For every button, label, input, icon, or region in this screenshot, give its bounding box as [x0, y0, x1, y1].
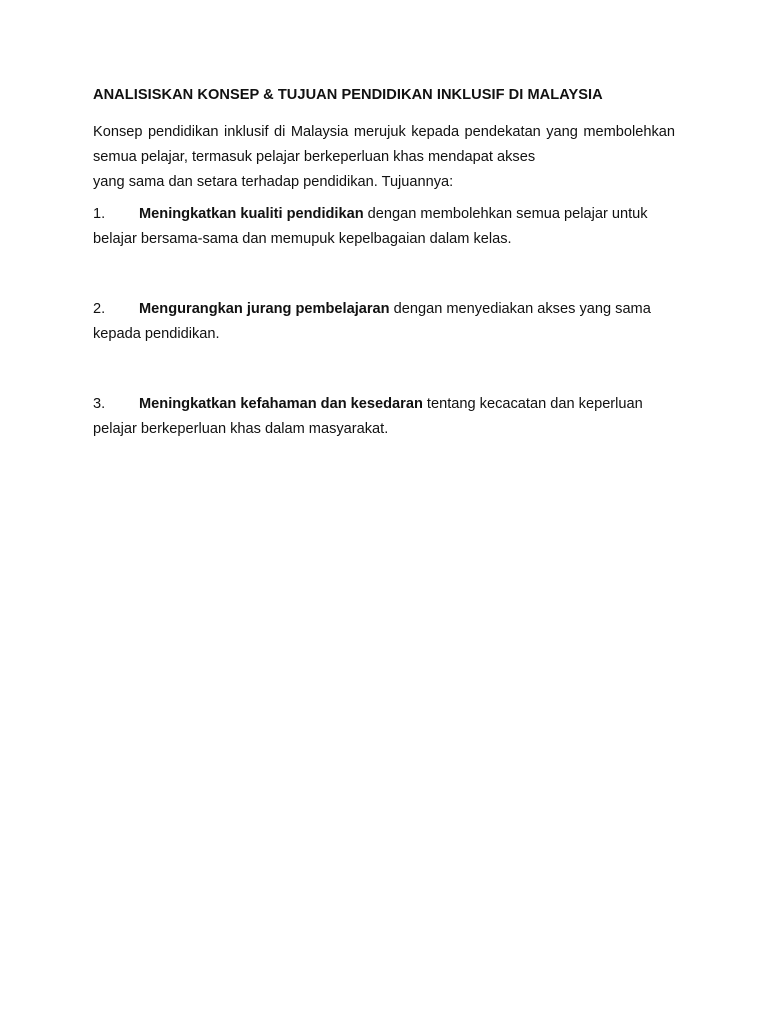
list-item	[93, 202, 675, 252]
list-item-text: dengan membolehkan semua pelajar untuk	[363, 206, 648, 222]
intro-line-1: Konsep pendidikan inklusif di Malaysia merujuk kepada pendekatan yang membolehkan semua pelajar, termasuk pelajar berkeperluan khas mendapat akses	[93, 124, 675, 165]
list-item-number: 2.	[93, 301, 106, 317]
list-item-heading: Mengurangkan jurang pembelajaran	[139, 301, 390, 317]
document-title: ANALISISKAN KONSEP & TUJUAN PENDIDIKAN INKLUSIF DI MALAYSIA	[93, 87, 603, 103]
list-item-text: tentang kecacatan dan keperluan	[422, 396, 643, 412]
list-item-heading: Meningkatkan kefahaman dan kesedaran	[139, 396, 423, 412]
intro-paragraph	[93, 120, 675, 195]
intro-line-2: yang sama dan setara terhadap pendidikan. Tujuannya:	[93, 174, 454, 190]
list-item-number: 3.	[93, 396, 106, 412]
list-item	[93, 392, 675, 442]
list-item-continuation: belajar bersama-sama dan memupuk kepelbagaian dalam kelas.	[93, 231, 512, 247]
document-page	[93, 85, 675, 442]
list-item-heading: Meningkatkan kualiti pendidikan	[139, 206, 364, 222]
objectives-list	[93, 202, 675, 442]
list-item-number: 1.	[93, 206, 106, 222]
list-item-continuation: kepada pendidikan.	[93, 326, 220, 342]
list-item-text: dengan menyediakan akses yang sama	[389, 301, 651, 317]
list-item	[93, 297, 675, 347]
list-item-continuation: pelajar berkeperluan khas dalam masyarakat.	[93, 421, 389, 437]
